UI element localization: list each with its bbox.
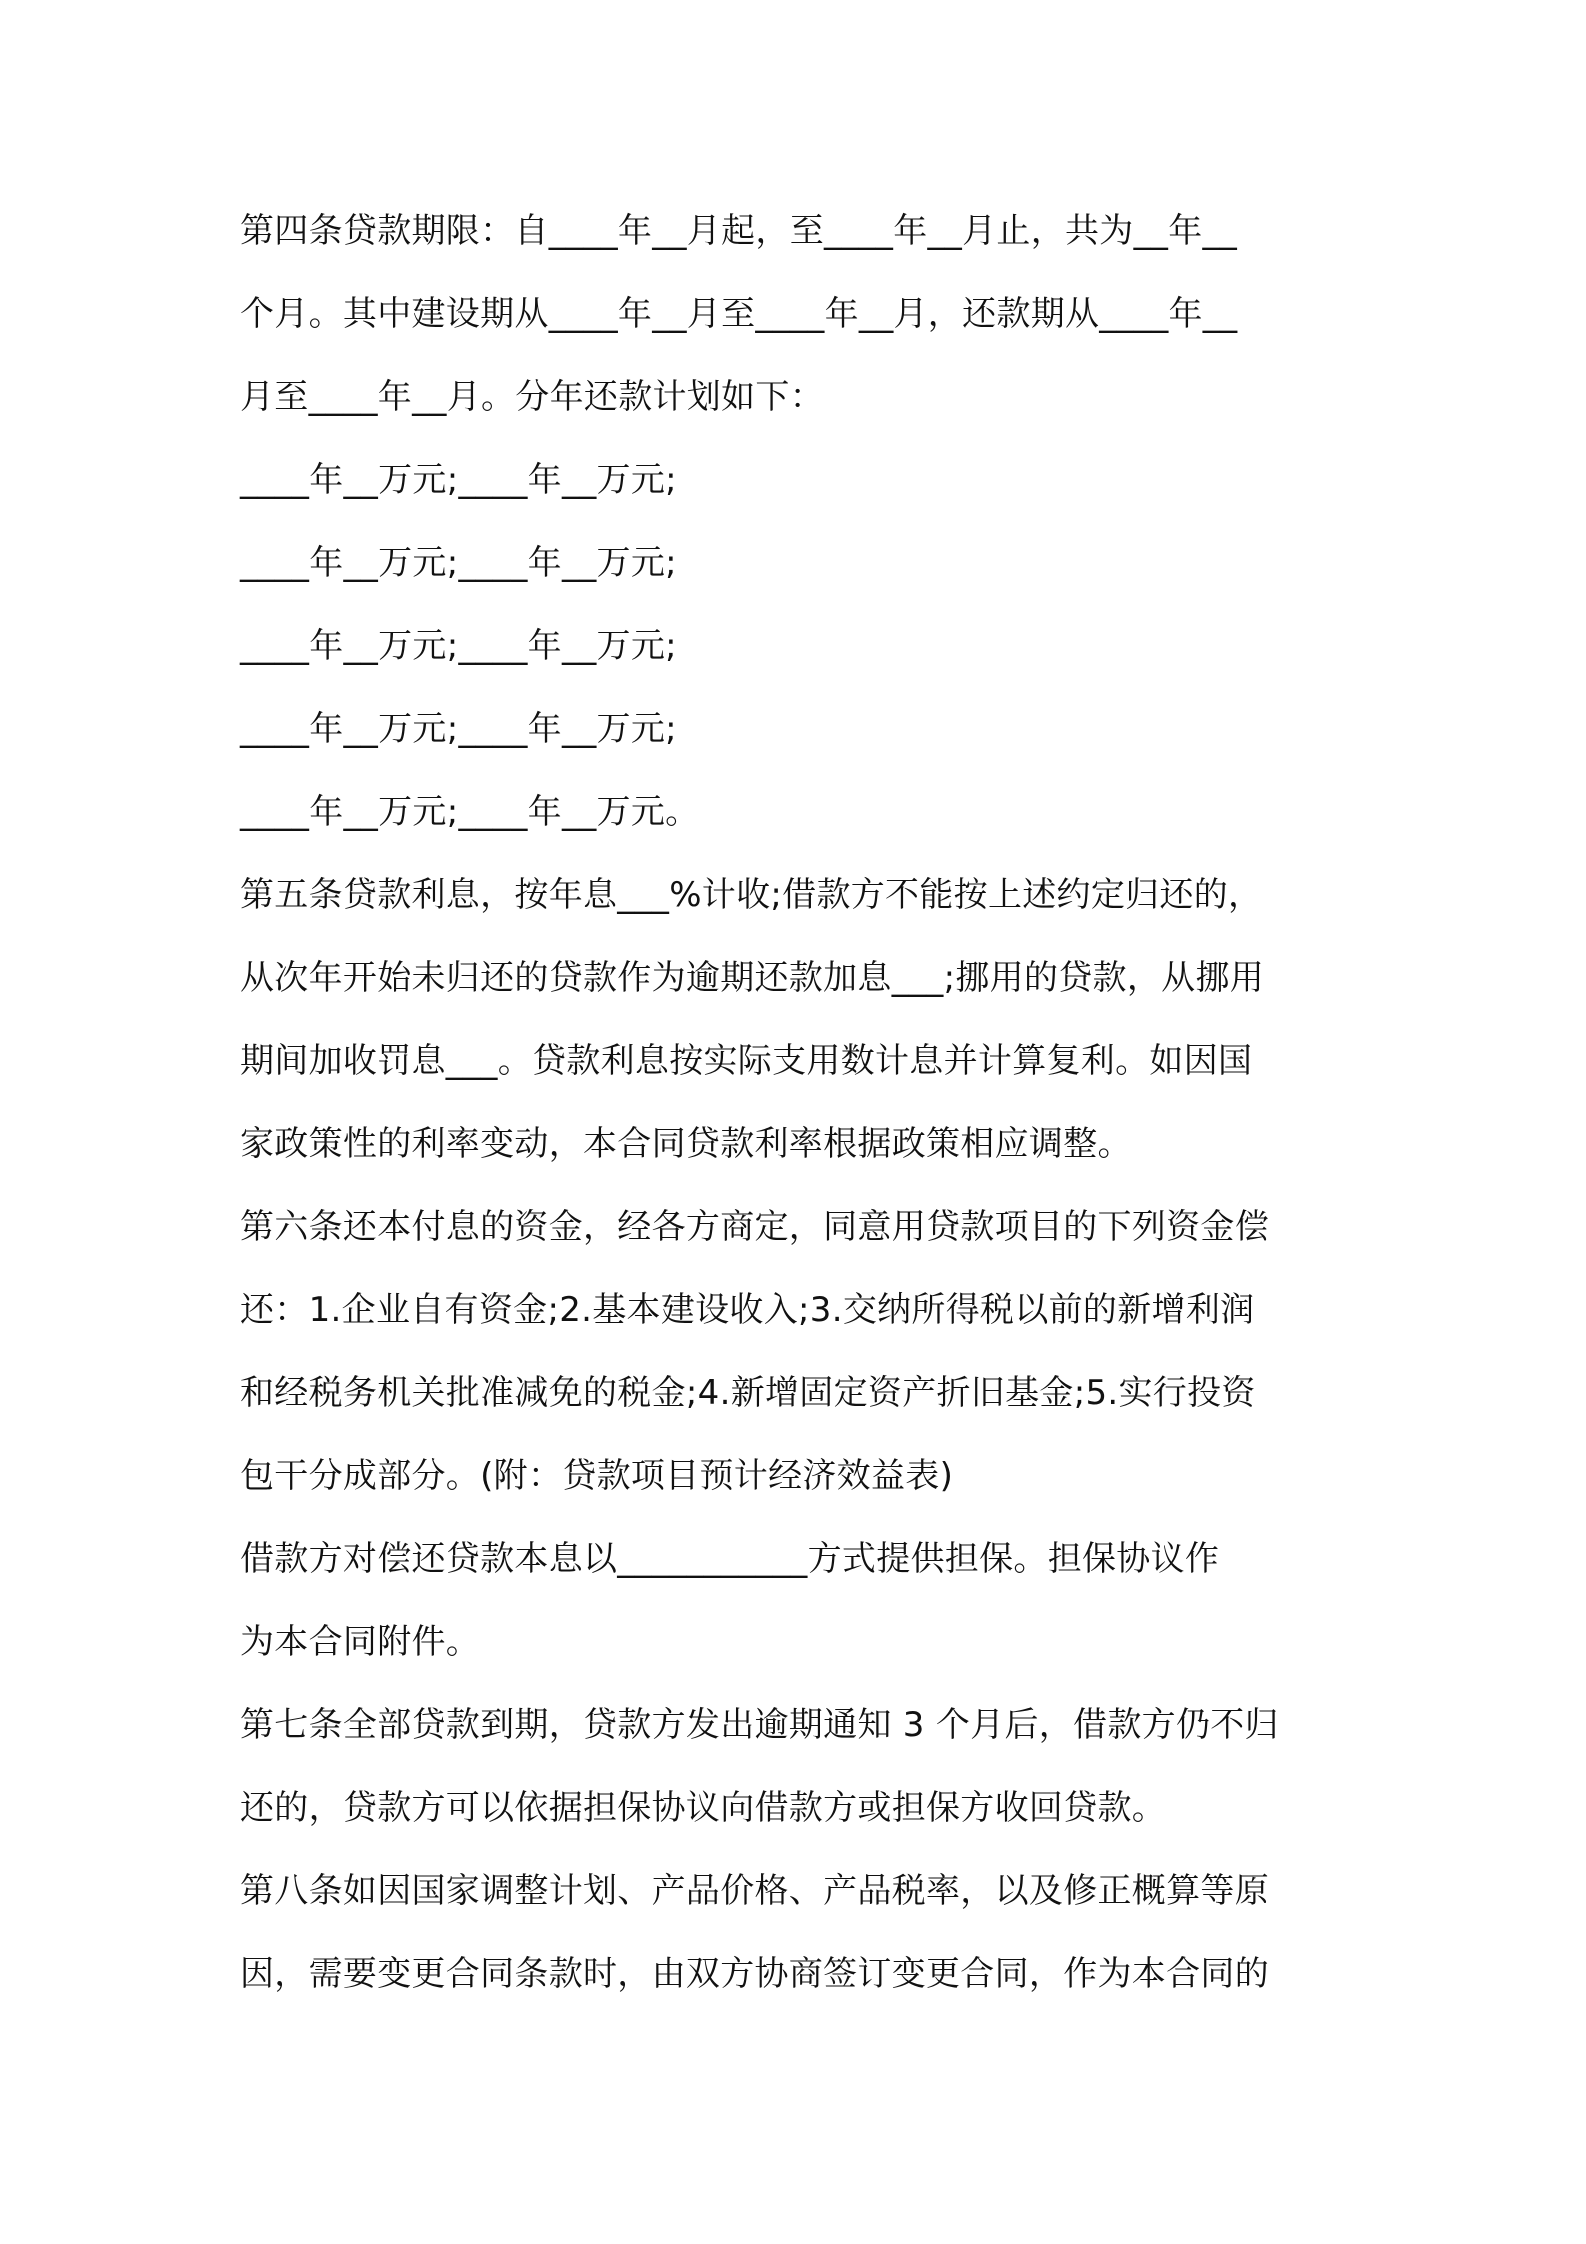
text-line: 借款方对偿还贷款本息以___________方式提供担保。担保协议作 xyxy=(240,1539,1220,1579)
text-line: 期间加收罚息___。贷款利息按实际支用数计息并计算复利。如因国 xyxy=(240,1041,1253,1081)
text-line: 第四条贷款期限：自____年__月起，至____年__月止，共为__年__ xyxy=(240,211,1238,251)
text-line: 月至____年__月。分年还款计划如下： xyxy=(240,377,824,417)
text-line: 第七条全部贷款到期，贷款方发出逾期通知 3 个月后，借款方仍不归 xyxy=(240,1705,1279,1745)
text-line: 包干分成部分。(附：贷款项目预计经济效益表) xyxy=(240,1456,954,1496)
text-line: 个月。其中建设期从____年__月至____年__月，还款期从____年__ xyxy=(240,294,1238,334)
text-line: 还的，贷款方可以依据担保协议向借款方或担保方收回贷款。 xyxy=(240,1788,1167,1828)
text-line: ____年__万元;____年__万元; xyxy=(240,709,677,749)
text-line: 第五条贷款利息，按年息___%计收;借款方不能按上述约定归还的， xyxy=(240,875,1263,915)
text-line: 为本合同附件。 xyxy=(240,1622,481,1662)
text-line: 和经税务机关批准减免的税金;4.新增固定资产折旧基金;5.实行投资 xyxy=(240,1373,1256,1413)
text-line: 第八条如因国家调整计划、产品价格、产品税率，以及修正概算等原 xyxy=(240,1871,1269,1911)
text-line: ____年__万元;____年__万元; xyxy=(240,543,677,583)
text-line: 因，需要变更合同条款时，由双方协商签订变更合同，作为本合同的 xyxy=(240,1954,1269,1994)
text-line: ____年__万元;____年__万元。 xyxy=(240,792,700,832)
text-line: 家政策性的利率变动，本合同贷款利率根据政策相应调整。 xyxy=(240,1124,1132,1164)
text-line: ____年__万元;____年__万元; xyxy=(240,626,677,666)
text-line: 还：1.企业自有资金;2.基本建设收入;3.交纳所得税以前的新增利润 xyxy=(240,1290,1255,1330)
text-line: 第六条还本付息的资金，经各方商定，同意用贷款项目的下列资金偿 xyxy=(240,1207,1269,1247)
text-line: ____年__万元;____年__万元; xyxy=(240,460,677,500)
document-page xyxy=(240,190,1360,2016)
text-line: 从次年开始未归还的贷款作为逾期还款加息___;挪用的贷款，从挪用 xyxy=(240,958,1265,998)
